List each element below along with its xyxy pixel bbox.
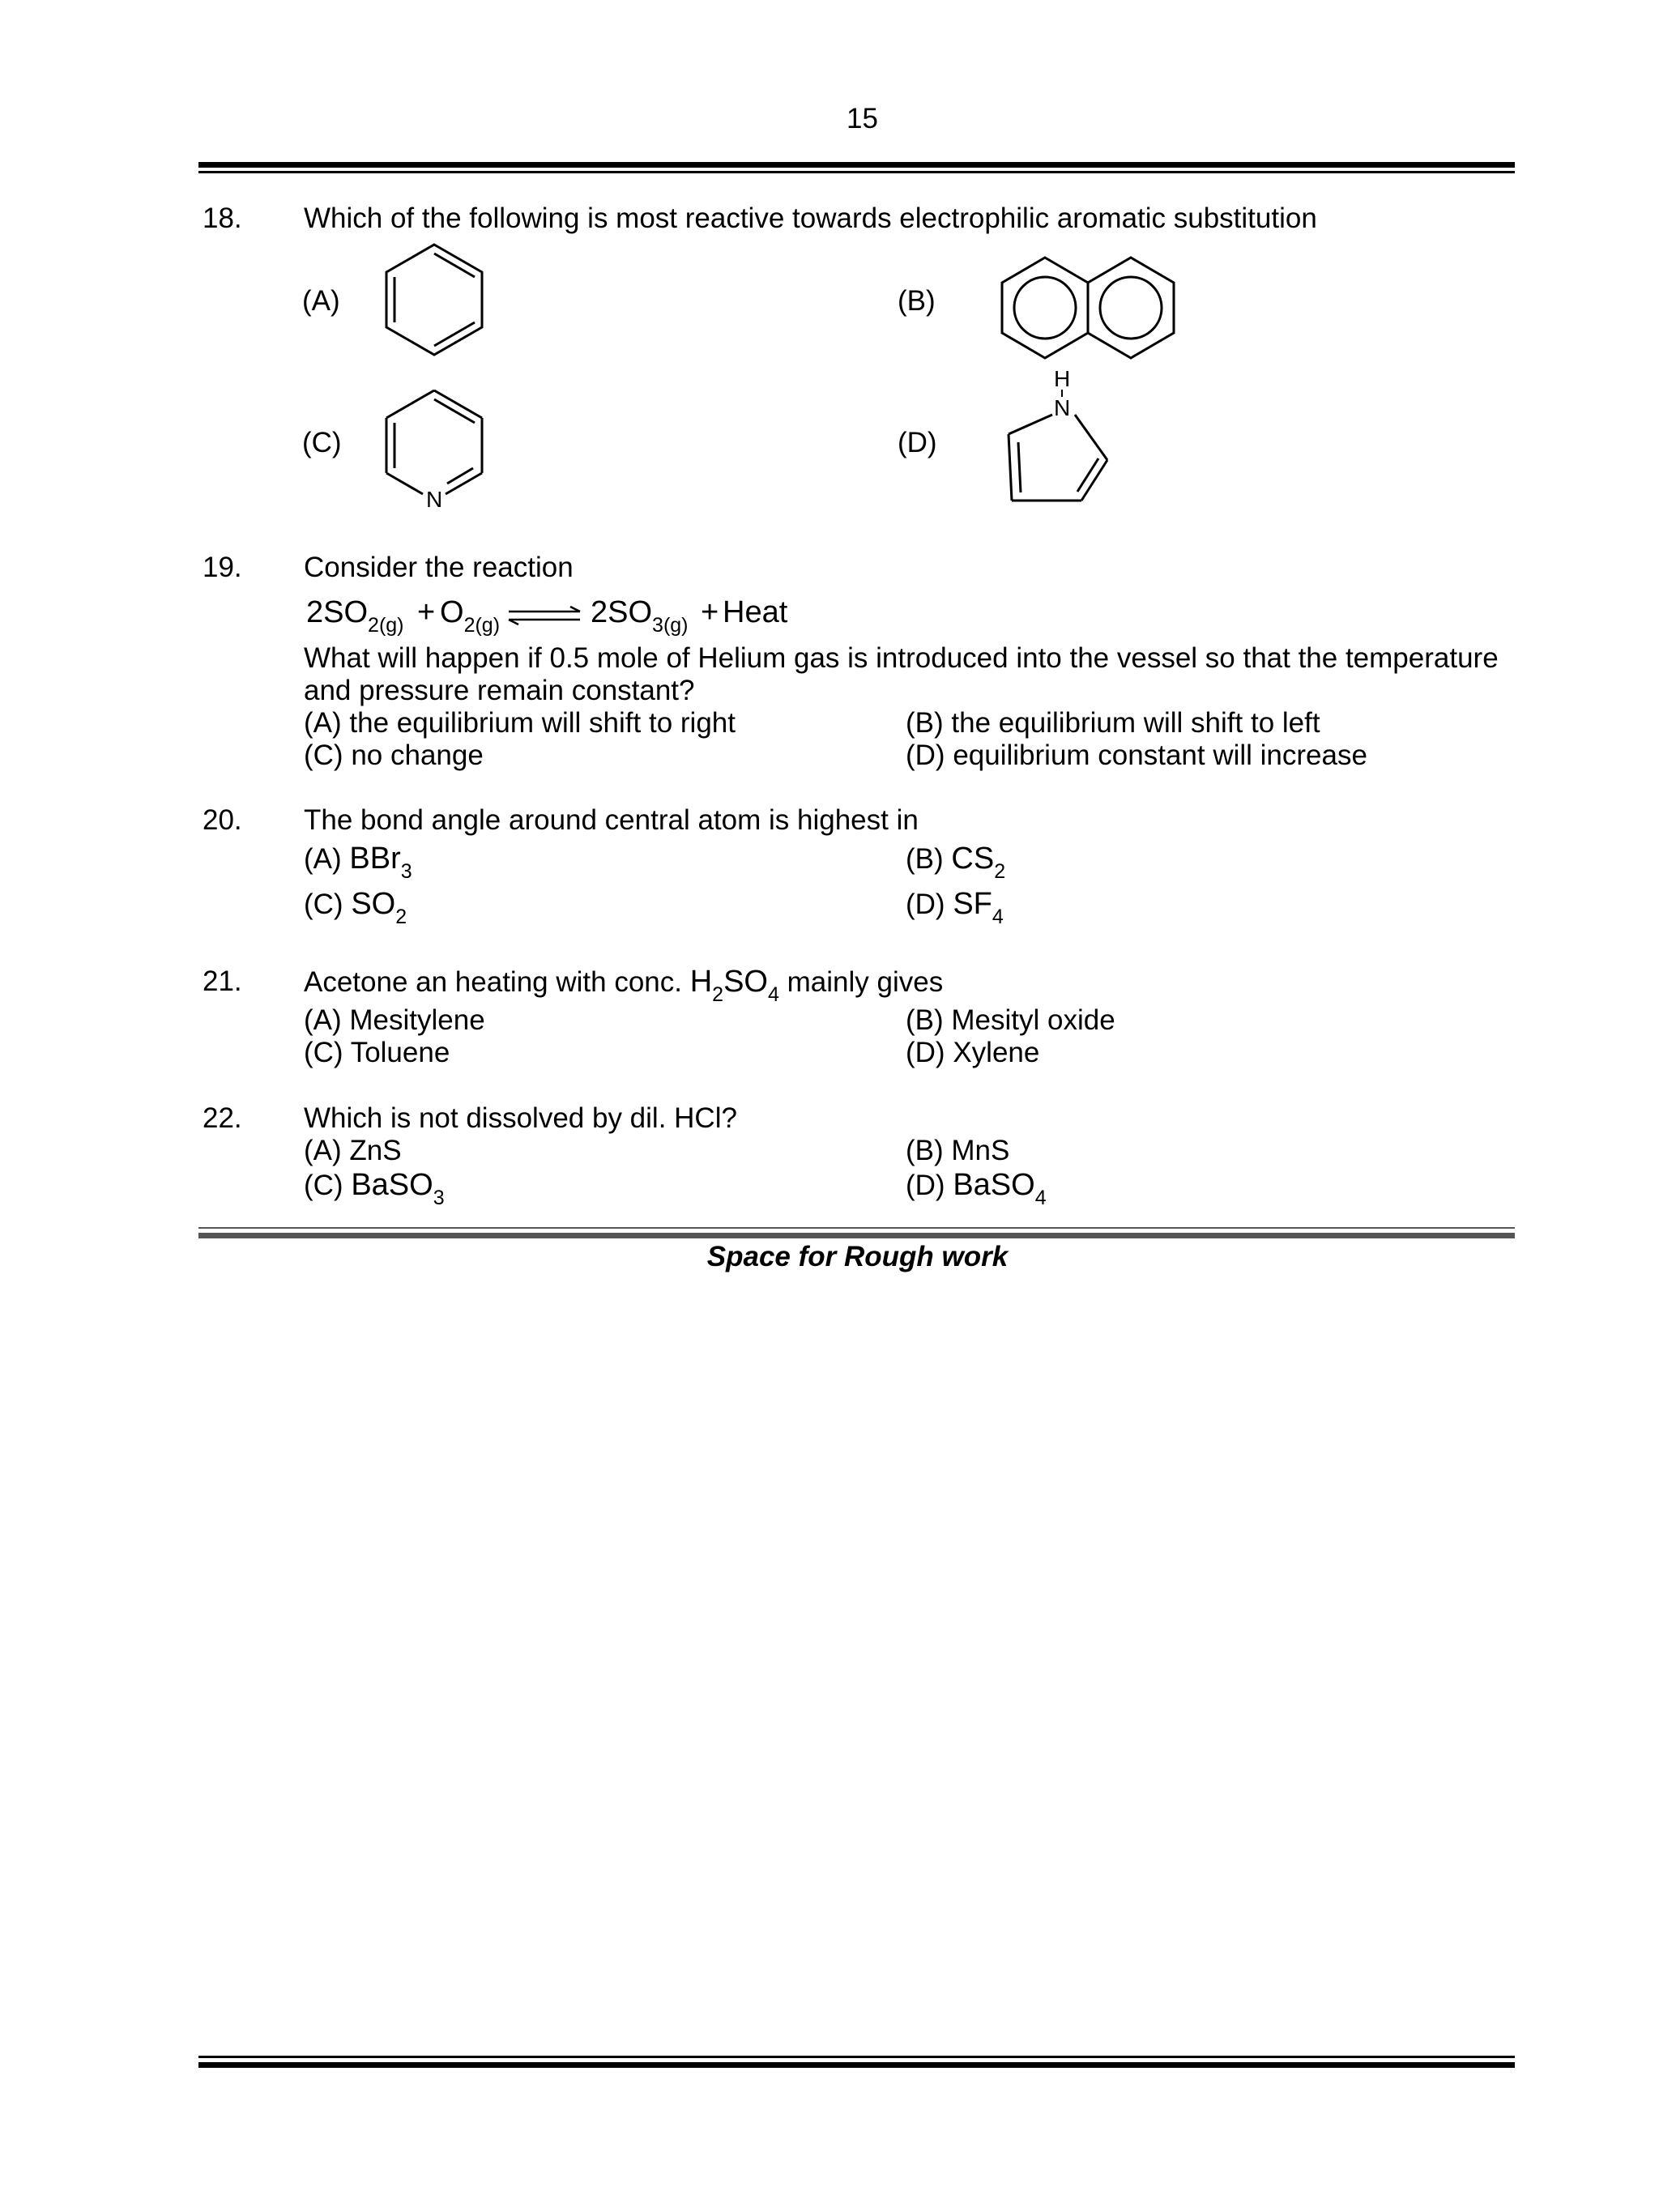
benzene-structure (381, 243, 494, 356)
plus-sign: + (701, 595, 719, 629)
question-text: What will happen if 0.5 mole of Helium gas is introduced into the vessel so that the temperature (304, 642, 1499, 674)
option-b: (B) MnS (906, 1135, 1010, 1166)
question-text: Which of the following is most reactive towards electrophilic aromatic substitution (304, 202, 1317, 234)
rough-work-rule-thick (198, 1233, 1515, 1238)
pyrrole-hydrogen-label: H (1054, 366, 1071, 391)
question-number: 20. (203, 804, 242, 836)
option-a: (A) Mesitylene (304, 1004, 485, 1036)
equilibrium-arrow-icon (507, 606, 584, 627)
product-so3: $2SO_{3(g)}$ (591, 595, 689, 637)
option-a: (A) BBr$_3$ (304, 842, 412, 883)
pyridine-nitrogen-label: N (426, 487, 443, 512)
question-text: The bond angle around central atom is highest in (304, 804, 919, 836)
question-number: 21. (203, 965, 242, 997)
option-c: (C) $SO_2$ (304, 887, 407, 928)
naphthalene-structure (1000, 255, 1187, 360)
pyrrole-nitrogen-label: N (1054, 395, 1071, 420)
question-text: and pressure remain constant? (304, 675, 695, 706)
question-number: 19. (203, 552, 242, 583)
option-c-label: (C) (302, 427, 342, 458)
reactant-so2: $2SO_{2(g)}$ (306, 595, 404, 637)
option-b: (B) the equilibrium will shift to left (906, 707, 1320, 739)
rough-work-label: Space for Rough work (706, 1241, 1009, 1272)
question-number: 18. (203, 202, 242, 234)
option-c: (C) no change (304, 739, 484, 771)
question-text: Consider the reaction (304, 552, 574, 583)
option-c: (C) BaSO$_3$ (304, 1168, 445, 1209)
plus-sign: + (417, 595, 436, 629)
option-d: (D) $SF_4$ (906, 887, 1004, 928)
question-number: 22. (203, 1102, 242, 1134)
option-b: (B) $CS_2$ (906, 842, 1006, 883)
option-d: (D) BaSO$_4$ (906, 1168, 1047, 1209)
option-a: (A) ZnS (304, 1135, 402, 1166)
option-d: (D) Xylene (906, 1037, 1040, 1068)
top-rule-thick (198, 162, 1515, 168)
top-rule-thin (198, 171, 1515, 173)
option-d-label: (D) (898, 427, 937, 458)
reactant-o2: $O_{2(g)}$ (440, 595, 501, 637)
pyridine-structure (381, 389, 494, 510)
option-c: (C) Toluene (304, 1037, 450, 1068)
pyrrole-structure (1000, 364, 1130, 510)
option-b: (B) Mesityl oxide (906, 1004, 1115, 1036)
option-a: (A) the equilibrium will shift to right (304, 707, 736, 739)
bottom-rule-thick (198, 2062, 1515, 2068)
rough-work-rule-thin (198, 1227, 1515, 1229)
option-b-label: (B) (898, 285, 936, 317)
page-number: 15 (847, 103, 878, 134)
question-text: Which is not dissolved by dil. HCl? (304, 1102, 737, 1134)
bottom-rule-thin (198, 2056, 1515, 2058)
question-text: Acetone an heating with conc. $H_2SO_4$ mainly gives (304, 965, 944, 1006)
option-d: (D) equilibrium constant will increase (906, 739, 1367, 771)
option-a-label: (A) (302, 285, 340, 317)
product-heat: Heat (723, 595, 788, 629)
